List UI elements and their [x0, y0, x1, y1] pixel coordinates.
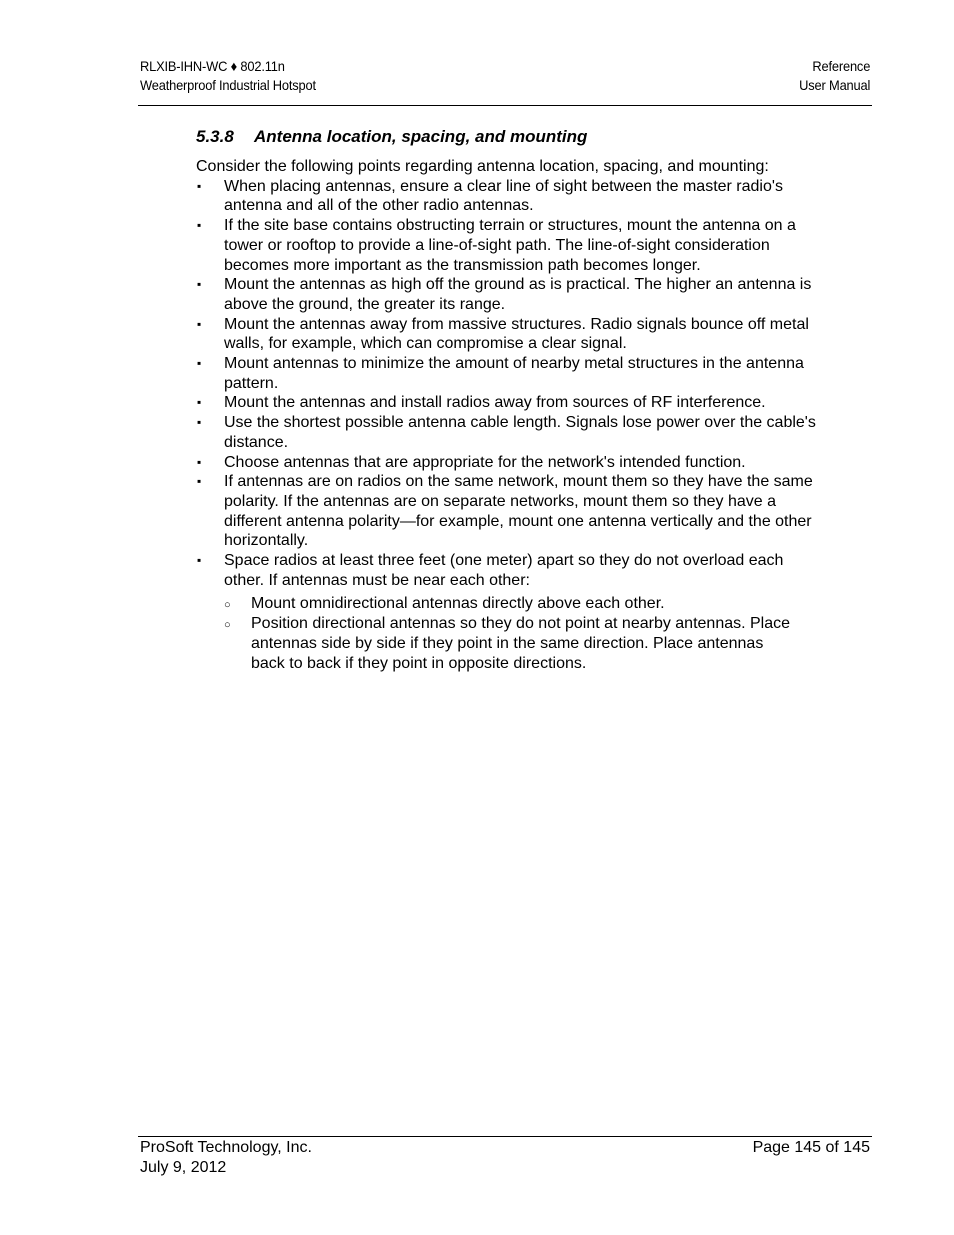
list-item — [196, 177, 816, 216]
sub-list-item — [224, 614, 791, 673]
square-bullet-icon: ▪ — [197, 395, 202, 410]
list-item-text: Mount antennas to minimize the amount of nearby metal structures in the antenna pattern. — [224, 355, 804, 392]
square-bullet-icon: ▪ — [197, 474, 202, 489]
list-item-text: If antennas are on radios on the same network, mount them so they have the same polarity. If the antennas are on separate networks, mount them so they have a different antenna polarity—for example, mount one antenna vertically and the other horizontally. — [224, 473, 813, 550]
square-bullet-icon: ▪ — [197, 356, 202, 371]
sub-list-item-text: Mount omnidirectional antennas directly above each other. — [251, 595, 665, 613]
square-bullet-icon: ▪ — [197, 277, 202, 292]
circle-bullet-icon: ○ — [224, 599, 231, 612]
list-item — [196, 393, 816, 413]
running-header-left — [140, 57, 316, 95]
product-name: RLXIB-IHN-WC ♦ 802.11n — [140, 58, 285, 74]
section-heading — [196, 126, 587, 148]
square-bullet-icon: ▪ — [197, 553, 202, 568]
list-item — [196, 472, 816, 551]
list-item — [196, 275, 816, 314]
bullet-list — [196, 177, 836, 674]
publication-date: July 9, 2012 — [140, 1159, 227, 1176]
running-header-right — [799, 57, 870, 95]
header-divider — [138, 105, 872, 106]
page-number: Page 145 of 145 — [752, 1139, 870, 1156]
square-bullet-icon: ▪ — [197, 316, 202, 331]
list-item-text: When placing antennas, ensure a clear line of sight between the master radio's antenna and all of the other radio antennas. — [224, 177, 783, 215]
intro-paragraph: Consider the following points regarding antenna location, spacing, and mounting: — [196, 158, 769, 175]
chapter-name: Reference — [812, 58, 870, 74]
list-item-text: Mount the antennas and install radios away from sources of RF interference. — [224, 394, 766, 412]
list-item — [196, 453, 816, 473]
running-footer-left — [140, 1138, 312, 1178]
list-item — [196, 354, 816, 393]
list-item-text: If the site base contains obstructing terrain or structures, mount the antenna on a tower or rooftop to provide a line-of-sight path. The line-of-sight consideration becomes more important as the transmission path becomes longer. — [224, 217, 796, 274]
list-item-text: Mount the antennas away from massive structures. Radio signals bounce off metal walls, for example, which can compromise a clear signal. — [224, 315, 809, 353]
section-number: 5.3.8 — [196, 127, 234, 146]
list-item-text: Use the shortest possible antenna cable length. Signals lose power over the cable's distance. — [224, 414, 816, 451]
footer-divider — [138, 1136, 872, 1137]
document-type: User Manual — [799, 77, 870, 93]
list-item — [196, 551, 816, 673]
square-bullet-icon: ▪ — [197, 178, 202, 193]
sub-list-item — [224, 594, 791, 614]
circle-bullet-icon: ○ — [224, 619, 231, 632]
list-item-text: Space radios at least three feet (one meter) apart so they do not overload each other. If antennas must be near each other: — [224, 552, 784, 589]
list-item-text: Choose antennas that are appropriate for the network's intended function. — [224, 453, 746, 471]
sub-list-item-text: Position directional antennas so they do not point at nearby antennas. Place antennas side by side if they point in the same direction. Place antennas back to back if they point in opposite directions. — [251, 615, 791, 672]
sub-bullet-list — [224, 594, 816, 673]
list-item-text: Mount the antennas as high off the ground as is practical. The higher an antenna is above the ground, the greater its range. — [224, 276, 812, 313]
section-title: Antenna location, spacing, and mounting — [254, 127, 588, 146]
section-body — [196, 157, 836, 673]
list-item — [196, 413, 816, 452]
square-bullet-icon: ▪ — [197, 415, 202, 430]
square-bullet-icon: ▪ — [197, 454, 202, 469]
product-description: Weatherproof Industrial Hotspot — [140, 77, 316, 93]
list-item — [196, 216, 816, 275]
list-item — [196, 315, 816, 354]
company-name: ProSoft Technology, Inc. — [140, 1139, 312, 1156]
square-bullet-icon: ▪ — [197, 218, 202, 233]
